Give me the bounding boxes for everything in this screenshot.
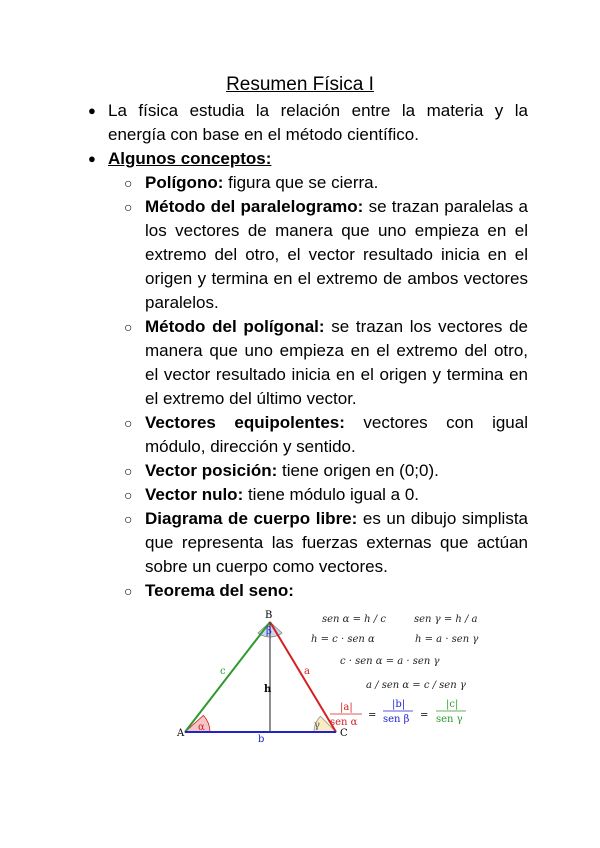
angle-alpha-label: α <box>198 722 205 733</box>
concept-term: Polígono: <box>145 173 224 192</box>
concept-desc: vectores con igual módulo, dirección y sentido. <box>145 413 528 456</box>
concepts-list <box>124 171 528 603</box>
concept-item <box>124 171 528 195</box>
concept-item <box>124 483 528 507</box>
sine-law-num-c: |c| <box>446 699 459 710</box>
concept-desc: tiene origen en (0;0). <box>277 461 439 480</box>
angle-gamma-label: γ <box>314 720 320 731</box>
concept-term: Método del paralelogramo: <box>145 197 364 216</box>
concept-term: Vector nulo: <box>145 485 244 504</box>
vertex-a-label: A <box>177 728 185 739</box>
angle-beta-label: β <box>266 626 272 637</box>
concept-item <box>124 195 528 315</box>
equals-sign: = <box>368 710 377 721</box>
formula-sen-gamma: sen γ = h / a <box>414 614 478 625</box>
side-a-label: a <box>304 666 310 677</box>
formula-h-alpha: h = c · sen α <box>311 634 375 645</box>
page-title: Resumen Física I <box>226 74 374 95</box>
concept-term: Método del polígonal: <box>145 317 325 336</box>
concepts-item <box>88 147 528 603</box>
concept-item <box>124 507 528 579</box>
concept-term: Vectores equipolentes: <box>145 413 345 432</box>
concept-item <box>124 459 528 483</box>
concept-desc: es un dibujo simplista que representa las fuerzas externas que actúan sobre un cuerpo como vectores. <box>145 509 528 576</box>
main-bullet-list <box>88 99 528 603</box>
sine-law-formula <box>330 699 466 728</box>
sine-law-den-c: sen γ <box>436 714 463 725</box>
equals-sign: = <box>420 710 429 721</box>
sine-theorem-figure <box>0 590 600 750</box>
formula-h-gamma: h = a · sen γ <box>415 634 479 645</box>
side-b-label: b <box>258 734 265 745</box>
concept-desc: figura que se cierra. <box>223 173 379 192</box>
concept-term: Teorema del seno: <box>145 581 294 600</box>
formula-ratio: a / sen α = c / sen γ <box>366 680 466 691</box>
vertex-b-label: B <box>265 610 273 621</box>
concept-item <box>124 411 528 459</box>
formula-sen-alpha: sen α = h / c <box>322 614 386 625</box>
side-c-line <box>185 622 270 732</box>
intro-text: La física estudia la relación entre la materia y la energía con base en el método científico. <box>108 101 528 144</box>
vertex-c-label: C <box>340 728 348 739</box>
concept-item <box>124 315 528 411</box>
concept-desc: se trazan los vectores de manera que uno empieza en el extremo del otro, el vector resultado inicia en el origen y termina en el extremo del último vector. <box>145 317 528 408</box>
sine-law-den-a: sen α <box>330 717 358 728</box>
concept-term: Diagrama de cuerpo libre: <box>145 509 358 528</box>
height-label: h <box>264 684 272 695</box>
concept-desc: se trazan paralelas a los vectores de manera que uno empieza en el extremo del otro, el vector resultado inicia en el origen y termina en el extremo de ambos vectores paralelos. <box>145 197 529 312</box>
concept-term: Vector posición: <box>145 461 278 480</box>
intro-item <box>88 99 528 147</box>
sine-law-num-a: |a| <box>340 702 353 713</box>
concepts-heading: Algunos conceptos: <box>108 149 272 168</box>
formula-equality: c · sen α = a · sen γ <box>340 656 440 667</box>
concept-desc: tiene módulo igual a 0. <box>243 485 420 504</box>
sine-law-den-b: sen β <box>383 714 410 725</box>
sine-law-num-b: |b| <box>392 699 406 710</box>
side-c-label: c <box>220 666 226 677</box>
